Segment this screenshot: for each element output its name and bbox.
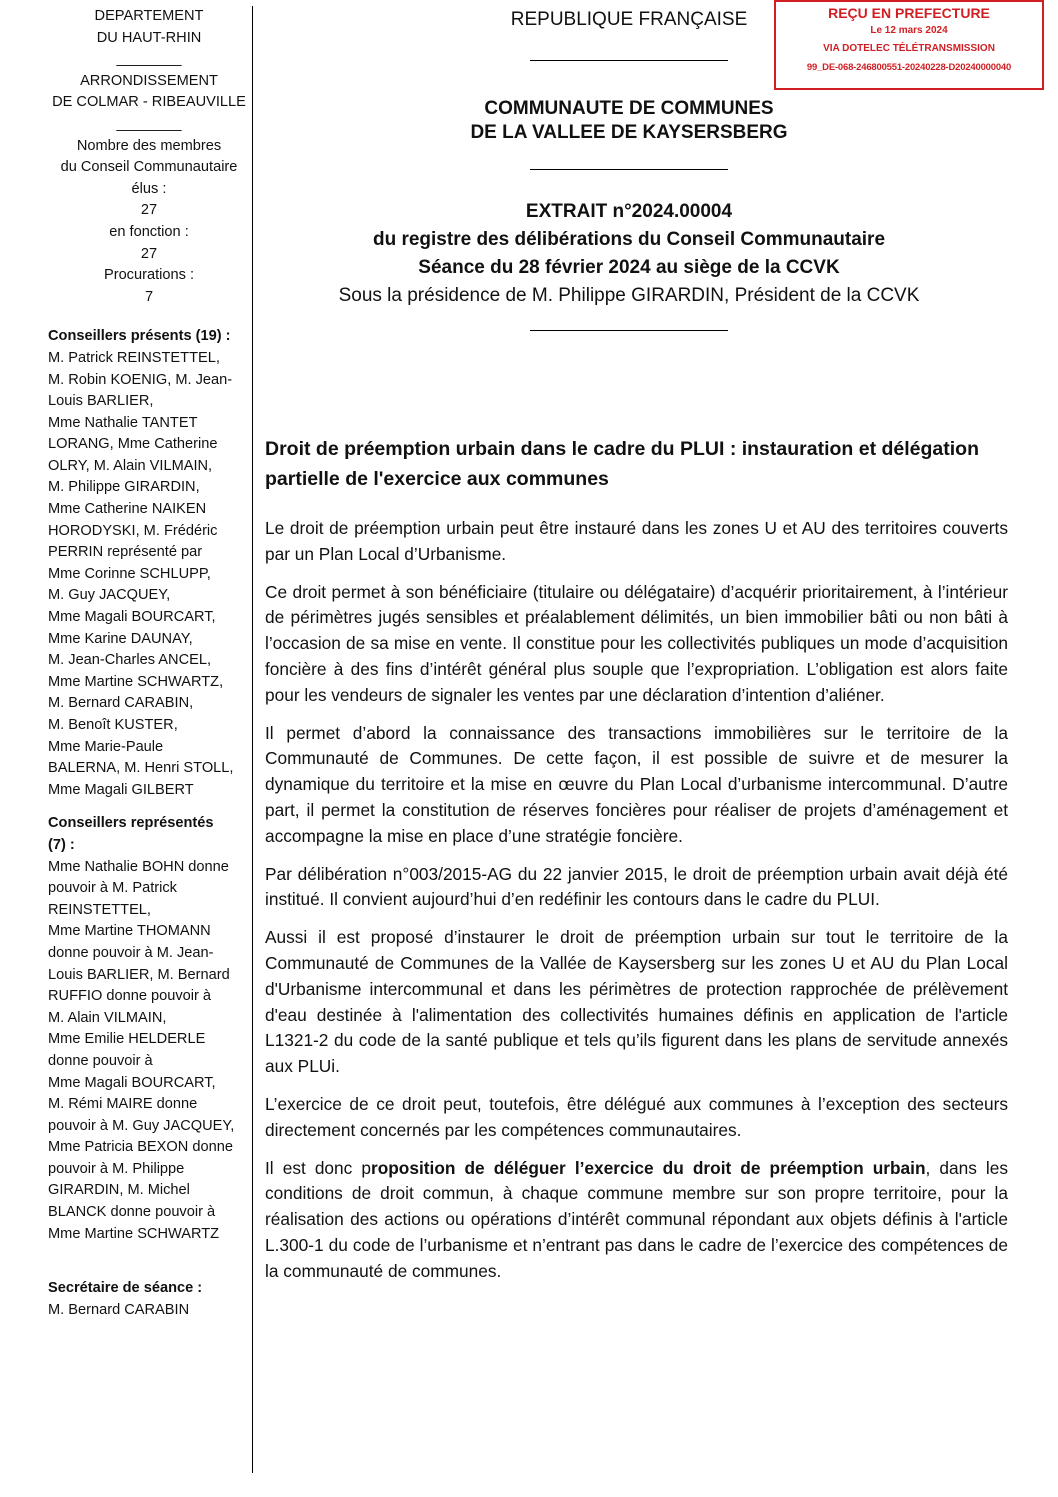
secretary-heading: Secrétaire de séance : [48, 1280, 203, 1297]
represented-heading: Conseillers représentés (7) : [48, 815, 214, 853]
presidency-line: Sous la présidence de M. Philippe GIRARDIN, Président de la CCVK [338, 285, 920, 306]
present-list: M. Patrick REINSTETTEL, M. Robin KOENIG, M. Jean- Louis BARLIER, Mme Nathalie TANTET LORANG, Mme Catherine OLRY, M. Alain VILMAIN, M. Philippe GIRARDIN, Mme Catherine NAIKEN HORODYSKI, M. Frédéric PERRIN représenté par Mme Corinne SCHLUPP, M. Guy JACQUEY, Mme Magali BOURCART, Mme Karine DAUNAY, M. Jean-Charles ANCEL, Mme Martine SCHWARTZ, M. Bernard CARABIN, M. Benoît KUSTER, Mme Marie-Paule BALERNA, M. Henri STOLL, Mme Magali GILBERT [48, 349, 234, 798]
present-heading: Conseillers présents (19) : [48, 328, 231, 345]
body-paragraph: L’exercice de ce droit peut, toutefois, être délégué aux communes à l’exception des secteurs directement concernés par les compétences communautaires. [265, 1093, 1008, 1140]
department-line: DEPARTEMENT [94, 8, 204, 24]
session-line: Séance du 28 février 2024 au siège de la CCVK [418, 257, 840, 278]
header-rule [530, 157, 728, 170]
members-count-line: élus : [131, 180, 167, 197]
sidebar-divider [252, 6, 253, 1473]
members-count-line: en fonction : [109, 223, 189, 240]
stamp-date: Le 12 mars 2024 [870, 25, 948, 36]
body-paragraph: Par délibération n°003/2015-AG du 22 janvier 2015, le droit de préemption urbain avait déjà été institué. Il convient aujourd’hui d’en redéfinir les contours dans le cadre du PLUI. [265, 863, 1008, 910]
body-paragraph: Le droit de préemption urbain peut être instauré dans les zones U et AU des territoires couverts par un Plan Local d’Urbanisme. [265, 518, 1008, 564]
department-line: DU HAUT-RHIN [96, 29, 202, 46]
members-count-value: 27 [140, 202, 158, 219]
header-rule [530, 318, 728, 331]
republic-title: REPUBLIQUE FRANÇAISE [510, 9, 748, 30]
header-rule [530, 48, 728, 61]
arrondissement-line: DE COLMAR - RIBEAUVILLE [52, 94, 246, 111]
proposal-pre: Il est donc p [265, 1157, 371, 1178]
separator-rule: ________ [116, 115, 182, 132]
body-paragraph: Il permet d’abord la connaissance des transactions immobilières sur le territoire de la Communauté de Communes. De cette façon, il est possible de suivre et de mesurer la dynamique du territoire et la mise en œuvre du Plan Local d’urbanisme intercommunal. D’autre part, il permet la constitution de réserves foncières pour réaliser de projets d’aménagement et accompagne la mise en place d’une stratégie foncière. [265, 722, 1008, 846]
members-count-value: 27 [140, 245, 158, 262]
secretary-name: M. Bernard CARABIN [48, 1301, 190, 1318]
proposal-post: , dans les conditions de droit commun, à chaque commune membre sur son propre territoire, pour la réalisation des actions ou opérations d’intérêt communal répondant aux objets définis à l'article L.300-1 du code de l’urbanisme et n’entrant pas dans le cadre de l’exercice des compétences de la communauté de communes. [265, 1157, 1009, 1281]
body-paragraph: Aussi il est proposé d’instaurer le droit de préemption urbain sur tout le territoire de la Communauté de Communes de la Vallée de Kaysersberg sur les zones U et AU du Plan Local d'Urbanisme intercommunal et dans les périmètres de protection rapprochée de prélèvement d'eau destinée à l'alimentation des collectivités humaines définis en application de l'article L1321-2 du code de la santé publique et tels qu’ils figurent dans les plans de servitude annexés aux PLUi. [265, 927, 1008, 1077]
members-count-line: Nombre des membres [76, 137, 222, 154]
sidebar-department [48, 6, 250, 308]
document-header [262, 8, 996, 331]
stamp-received: REÇU EN PREFECTURE [828, 5, 990, 21]
deliberation-title: Droit de préemption urbain dans le cadre du PLUI : instauration et délégation partielle de l'exercice aux communes [265, 438, 980, 490]
sidebar [48, 6, 250, 1321]
members-count-value: 7 [144, 288, 154, 305]
extract-number: EXTRAIT n°2024.00004 [525, 201, 733, 222]
proposal-bold: roposition de déléguer l’exercice du droit de préemption urbain [370, 1157, 926, 1178]
deliberation-body [265, 434, 1008, 1297]
separator-rule: ________ [116, 51, 182, 68]
members-count-line: du Conseil Communautaire [60, 159, 238, 176]
community-name-line2: DE LA VALLEE DE KAYSERSBERG [470, 122, 788, 143]
register-line: du registre des délibérations du Conseil Communautaire [372, 229, 886, 250]
represented-list: Mme Nathalie BOHN donne pouvoir à M. Patrick REINSTETTEL, Mme Martine THOMANN donne pouvoir à M. Jean- Louis BARLIER, M. Bernard RUFFIO donne pouvoir à M. Alain VILMAIN, Mme Emilie HELDERLE donne pouvoir à Mme Magali BOURCART, M. Rémi MAIRE donne pouvoir à M. Guy JACQUEY, Mme Patricia BEXON donne pouvoir à M. Philippe GIRARDIN, M. Michel BLANCK donne pouvoir à Mme Martine SCHWARTZ [48, 858, 235, 1242]
members-count-line: Procurations : [103, 267, 195, 284]
arrondissement-line: ARRONDISSEMENT [80, 72, 218, 89]
community-name-line1: COMMUNAUTE DE COMMUNES [484, 98, 774, 119]
stamp-reference: 99_DE-068-246800551-20240228-D20240000040 [806, 62, 1012, 73]
body-paragraph-proposal [265, 1156, 1008, 1285]
stamp-via: VIA DOTELEC TÉLÉTRANSMISSION [823, 43, 995, 54]
body-paragraph: Ce droit permet à son bénéficiaire (titulaire ou délégataire) d’acquérir prioritairement, à l’intérieur de périmètres jugés sensibles et préalablement délimités, un bien immobilier bâti ou non bâti à l’occasion de sa mise en vente. Il constitue pour les collectivités publiques un mode d’acquisition foncière à des fins d’intérêt général plus souple que l’expropriation. L’obligation est alors faite pour les vendeurs de signaler les ventes par une déclaration d’intention d’aliéner. [265, 581, 1008, 705]
